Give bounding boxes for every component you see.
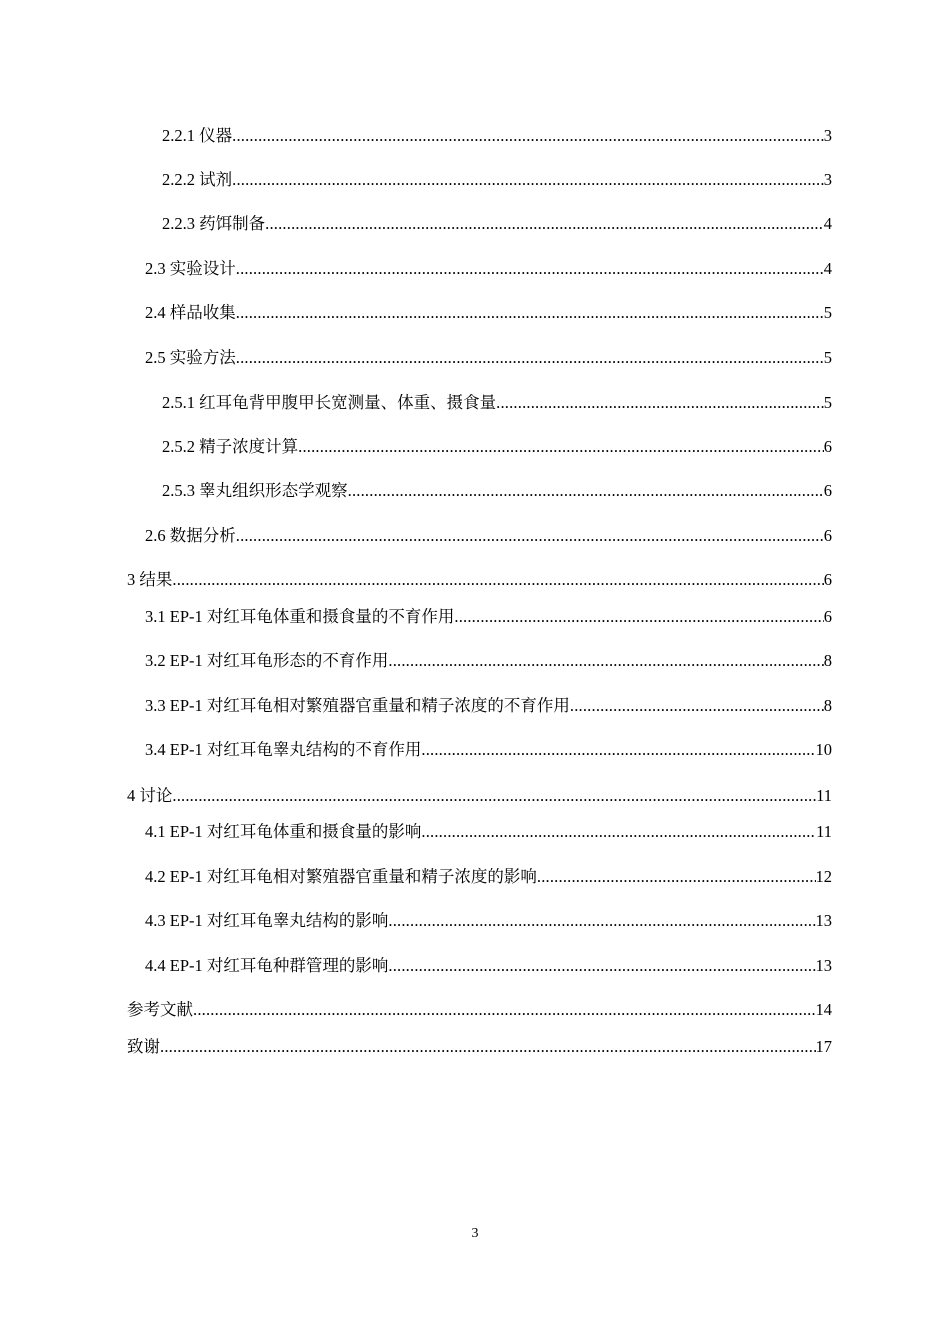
toc-entry-page: 4 [823,259,832,278]
toc-leader-dots [421,821,816,843]
toc-entry[interactable] [145,525,832,547]
toc-leader-dots [388,955,815,977]
toc-entry-title: 4.2 EP-1 对红耳龟相对繁殖器官重量和精子浓度的影响 [145,867,537,886]
toc-leader-dots [232,169,824,191]
toc-entry-title: 2.5.3 睾丸组织形态学观察 [162,481,348,500]
toc-leader-dots [236,347,824,369]
toc-leader-dots [236,525,824,547]
toc-entry-page: 17 [815,1037,832,1056]
toc-entry-title: 2.4 样品收集 [145,303,236,322]
toc-entry-page: 6 [823,481,832,500]
toc-entry[interactable] [162,392,832,414]
toc-entry[interactable] [127,1036,832,1058]
toc-entry[interactable] [145,606,832,628]
toc-entry-title: 3 结果 [127,570,173,589]
toc-entry[interactable] [145,866,832,888]
toc-entry[interactable] [127,785,832,807]
toc-entry[interactable] [162,436,832,458]
toc-leader-dots [265,213,824,235]
toc-entry-page: 8 [823,696,832,715]
toc-leader-dots [496,392,824,414]
toc-entry-title: 4 讨论 [127,786,173,805]
toc-entry[interactable] [145,910,832,932]
toc-leader-dots [193,999,816,1021]
toc-leader-dots [172,785,816,807]
toc-entry-title: 2.3 实验设计 [145,259,236,278]
toc-entry[interactable] [127,999,832,1021]
toc-leader-dots [160,1036,816,1058]
toc-leader-dots [348,480,824,502]
toc-entry-title: 2.5.2 精子浓度计算 [162,437,299,456]
toc-entry-title: 参考文献 [127,1000,193,1019]
toc-entry-page: 13 [815,956,832,975]
toc-entry-title: 2.5.1 红耳龟背甲腹甲长宽测量、体重、摄食量 [162,393,497,412]
toc-entry[interactable] [127,569,832,591]
toc-leader-dots [236,258,824,280]
toc-entry[interactable] [162,169,832,191]
toc-entry-title: 3.2 EP-1 对红耳龟形态的不育作用 [145,651,389,670]
toc-entry[interactable] [145,821,832,843]
toc-leader-dots [232,125,824,147]
toc-leader-dots [298,436,824,458]
toc-entry-page: 6 [823,570,832,589]
toc-entry[interactable] [162,125,832,147]
toc-entry-page: 5 [823,303,832,322]
toc-entry-page: 12 [815,867,832,886]
toc-entry-page: 8 [823,651,832,670]
toc-entry[interactable] [145,739,832,761]
toc-entry-page: 10 [815,740,832,759]
toc-entry[interactable] [145,347,832,369]
toc-leader-dots [570,695,824,717]
toc-entry-title: 2.2.3 药饵制备 [162,214,266,233]
toc-entry[interactable] [145,955,832,977]
toc-leader-dots [172,569,823,591]
toc-entry-title: 4.3 EP-1 对红耳龟睾丸结构的影响 [145,911,389,930]
toc-entry-page: 6 [823,526,832,545]
toc-entry-page: 6 [823,437,832,456]
toc-entry-page: 3 [823,126,832,145]
toc-leader-dots [537,866,816,888]
toc-entry-title: 4.1 EP-1 对红耳龟体重和摄食量的影响 [145,822,422,841]
toc-entry-page: 5 [823,393,832,412]
toc-entry-title: 2.5 实验方法 [145,348,236,367]
toc-leader-dots [454,606,823,628]
toc-entry-page: 5 [823,348,832,367]
page-number: 3 [471,1226,479,1241]
toc-entry[interactable] [145,258,832,280]
toc-entry[interactable] [145,650,832,672]
toc-entry-title: 致谢 [127,1037,160,1056]
toc-entry-title: 2.2.1 仪器 [162,126,233,145]
toc-entry-page: 13 [815,911,832,930]
toc-entry-title: 2.6 数据分析 [145,526,236,545]
toc-entry-page: 6 [823,607,832,626]
toc-entry[interactable] [162,480,832,502]
toc-entry[interactable] [162,213,832,235]
toc-entry-page: 11 [816,822,832,841]
toc-entry-page: 11 [816,786,832,805]
toc-entry-page: 14 [815,1000,832,1019]
toc-leader-dots [421,739,815,761]
toc-entry[interactable] [145,695,832,717]
toc-entry-title: 4.4 EP-1 对红耳龟种群管理的影响 [145,956,389,975]
toc-entry-title: 3.3 EP-1 对红耳龟相对繁殖器官重量和精子浓度的不育作用 [145,696,570,715]
toc-entry-page: 4 [823,214,832,233]
toc-entry-title: 2.2.2 试剂 [162,170,233,189]
toc-entry-page: 3 [823,170,832,189]
toc-entry-title: 3.4 EP-1 对红耳龟睾丸结构的不育作用 [145,740,422,759]
toc-leader-dots [388,650,823,672]
toc-entry-title: 3.1 EP-1 对红耳龟体重和摄食量的不育作用 [145,607,455,626]
toc-leader-dots [236,302,824,324]
toc-entry[interactable] [145,302,832,324]
toc-leader-dots [388,910,815,932]
